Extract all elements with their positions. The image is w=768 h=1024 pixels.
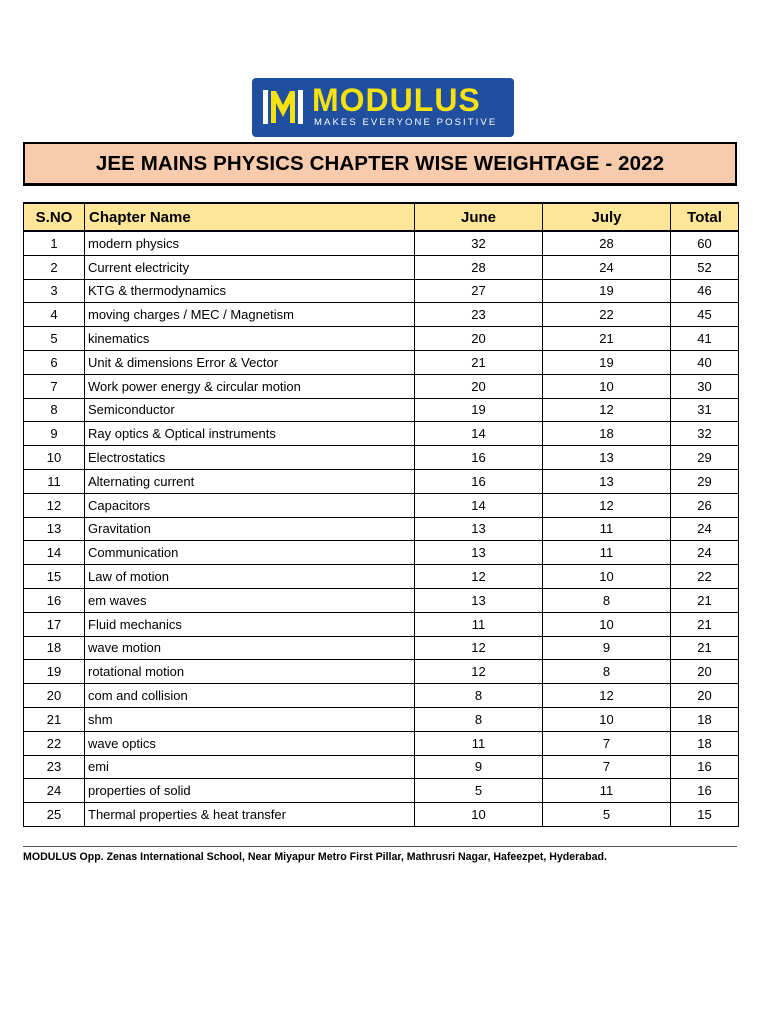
table-row: [24, 755, 739, 779]
cell-total: 29: [671, 446, 739, 470]
cell-june: 5: [415, 779, 543, 803]
cell-sno: 15: [24, 565, 85, 589]
cell-sno: 6: [24, 350, 85, 374]
cell-june: 14: [415, 422, 543, 446]
cell-sno: 1: [24, 231, 85, 255]
table-row: [24, 469, 739, 493]
cell-sno: 10: [24, 446, 85, 470]
cell-total: 32: [671, 422, 739, 446]
table-header-row: [24, 203, 739, 231]
cell-july: 18: [543, 422, 671, 446]
header-sno: S.NO: [24, 203, 85, 231]
cell-total: 29: [671, 469, 739, 493]
cell-sno: 20: [24, 684, 85, 708]
cell-june: 12: [415, 565, 543, 589]
cell-sno: 21: [24, 707, 85, 731]
table-row: [24, 493, 739, 517]
cell-sno: 14: [24, 541, 85, 565]
cell-chapter-name: Semiconductor: [85, 398, 415, 422]
cell-july: 12: [543, 493, 671, 517]
table-row: [24, 350, 739, 374]
cell-total: 20: [671, 660, 739, 684]
cell-sno: 9: [24, 422, 85, 446]
cell-sno: 5: [24, 327, 85, 351]
header-total: Total: [671, 203, 739, 231]
table-row: [24, 231, 739, 255]
cell-total: 30: [671, 374, 739, 398]
cell-chapter-name: Gravitation: [85, 517, 415, 541]
cell-sno: 22: [24, 731, 85, 755]
cell-chapter-name: wave motion: [85, 636, 415, 660]
cell-june: 11: [415, 731, 543, 755]
footer-divider: [23, 846, 737, 847]
cell-june: 12: [415, 660, 543, 684]
table-row: [24, 398, 739, 422]
cell-sno: 16: [24, 588, 85, 612]
cell-july: 11: [543, 517, 671, 541]
cell-chapter-name: Work power energy & circular motion: [85, 374, 415, 398]
cell-july: 8: [543, 660, 671, 684]
cell-sno: 24: [24, 779, 85, 803]
cell-total: 24: [671, 517, 739, 541]
cell-july: 7: [543, 755, 671, 779]
cell-total: 46: [671, 279, 739, 303]
cell-july: 10: [543, 374, 671, 398]
cell-july: 19: [543, 279, 671, 303]
cell-july: 13: [543, 469, 671, 493]
cell-chapter-name: rotational motion: [85, 660, 415, 684]
cell-june: 13: [415, 541, 543, 565]
cell-chapter-name: em waves: [85, 588, 415, 612]
header-july: July: [543, 203, 671, 231]
cell-july: 21: [543, 327, 671, 351]
cell-july: 11: [543, 779, 671, 803]
table-row: [24, 684, 739, 708]
cell-total: 15: [671, 803, 739, 827]
cell-july: 10: [543, 565, 671, 589]
table-row: [24, 612, 739, 636]
table-row: [24, 517, 739, 541]
cell-june: 28: [415, 255, 543, 279]
cell-sno: 7: [24, 374, 85, 398]
cell-total: 20: [671, 684, 739, 708]
cell-june: 20: [415, 327, 543, 351]
cell-total: 21: [671, 588, 739, 612]
cell-chapter-name: Communication: [85, 541, 415, 565]
cell-july: 10: [543, 612, 671, 636]
cell-july: 8: [543, 588, 671, 612]
cell-june: 8: [415, 684, 543, 708]
cell-chapter-name: Current electricity: [85, 255, 415, 279]
cell-june: 14: [415, 493, 543, 517]
cell-sno: 17: [24, 612, 85, 636]
cell-june: 32: [415, 231, 543, 255]
cell-chapter-name: KTG & thermodynamics: [85, 279, 415, 303]
table-row: [24, 303, 739, 327]
cell-chapter-name: Capacitors: [85, 493, 415, 517]
table-row: [24, 636, 739, 660]
cell-sno: 18: [24, 636, 85, 660]
cell-july: 9: [543, 636, 671, 660]
cell-chapter-name: shm: [85, 707, 415, 731]
page-title: JEE MAINS PHYSICS CHAPTER WISE WEIGHTAGE - 2022: [23, 142, 737, 186]
cell-sno: 4: [24, 303, 85, 327]
cell-total: 24: [671, 541, 739, 565]
cell-total: 18: [671, 731, 739, 755]
cell-total: 52: [671, 255, 739, 279]
cell-july: 10: [543, 707, 671, 731]
table-row: [24, 779, 739, 803]
table-row: [24, 327, 739, 351]
cell-june: 13: [415, 588, 543, 612]
cell-chapter-name: Unit & dimensions Error & Vector: [85, 350, 415, 374]
table-row: [24, 707, 739, 731]
cell-sno: 25: [24, 803, 85, 827]
table-body: [24, 231, 739, 826]
cell-chapter-name: Thermal properties & heat transfer: [85, 803, 415, 827]
cell-total: 16: [671, 755, 739, 779]
cell-july: 11: [543, 541, 671, 565]
weightage-table: [23, 202, 739, 827]
cell-june: 13: [415, 517, 543, 541]
cell-sno: 3: [24, 279, 85, 303]
cell-sno: 8: [24, 398, 85, 422]
cell-total: 26: [671, 493, 739, 517]
cell-july: 28: [543, 231, 671, 255]
cell-june: 8: [415, 707, 543, 731]
cell-total: 41: [671, 327, 739, 351]
table-row: [24, 374, 739, 398]
cell-chapter-name: properties of solid: [85, 779, 415, 803]
table-row: [24, 588, 739, 612]
table-row: [24, 803, 739, 827]
table-row: [24, 279, 739, 303]
cell-chapter-name: wave optics: [85, 731, 415, 755]
table-row: [24, 446, 739, 470]
cell-july: 24: [543, 255, 671, 279]
cell-total: 16: [671, 779, 739, 803]
cell-chapter-name: Electrostatics: [85, 446, 415, 470]
cell-sno: 2: [24, 255, 85, 279]
cell-total: 40: [671, 350, 739, 374]
cell-sno: 19: [24, 660, 85, 684]
cell-sno: 23: [24, 755, 85, 779]
cell-june: 16: [415, 446, 543, 470]
cell-chapter-name: moving charges / MEC / Magnetism: [85, 303, 415, 327]
cell-chapter-name: emi: [85, 755, 415, 779]
cell-chapter-name: kinematics: [85, 327, 415, 351]
cell-total: 45: [671, 303, 739, 327]
cell-june: 27: [415, 279, 543, 303]
cell-chapter-name: Alternating current: [85, 469, 415, 493]
cell-july: 19: [543, 350, 671, 374]
table-row: [24, 541, 739, 565]
modulus-logo: [252, 78, 514, 137]
cell-sno: 11: [24, 469, 85, 493]
table-row: [24, 255, 739, 279]
cell-sno: 13: [24, 517, 85, 541]
table-row: [24, 422, 739, 446]
brand-name: MODULUS: [312, 82, 481, 118]
table-row: [24, 660, 739, 684]
cell-chapter-name: Law of motion: [85, 565, 415, 589]
cell-total: 21: [671, 612, 739, 636]
cell-total: 60: [671, 231, 739, 255]
cell-july: 12: [543, 684, 671, 708]
cell-july: 12: [543, 398, 671, 422]
cell-june: 23: [415, 303, 543, 327]
cell-chapter-name: modern physics: [85, 231, 415, 255]
modulus-m-icon: [262, 87, 304, 127]
cell-june: 21: [415, 350, 543, 374]
cell-chapter-name: com and collision: [85, 684, 415, 708]
header-june: June: [415, 203, 543, 231]
cell-chapter-name: Fluid mechanics: [85, 612, 415, 636]
header-chapter-name: Chapter Name: [85, 203, 415, 231]
cell-june: 20: [415, 374, 543, 398]
cell-july: 5: [543, 803, 671, 827]
brand-tagline: MAKES EVERYONE POSITIVE: [314, 117, 498, 128]
cell-june: 10: [415, 803, 543, 827]
cell-total: 18: [671, 707, 739, 731]
cell-june: 12: [415, 636, 543, 660]
cell-total: 21: [671, 636, 739, 660]
cell-june: 9: [415, 755, 543, 779]
cell-total: 22: [671, 565, 739, 589]
cell-july: 13: [543, 446, 671, 470]
cell-june: 11: [415, 612, 543, 636]
cell-june: 19: [415, 398, 543, 422]
table-row: [24, 731, 739, 755]
cell-sno: 12: [24, 493, 85, 517]
cell-july: 7: [543, 731, 671, 755]
cell-july: 22: [543, 303, 671, 327]
table-row: [24, 565, 739, 589]
cell-total: 31: [671, 398, 739, 422]
footer-address: MODULUS Opp. Zenas International School, Near Miyapur Metro First Pillar, Mathrusri Nagar, Hafeezpet, Hyderabad.: [23, 851, 607, 863]
cell-chapter-name: Ray optics & Optical instruments: [85, 422, 415, 446]
cell-june: 16: [415, 469, 543, 493]
